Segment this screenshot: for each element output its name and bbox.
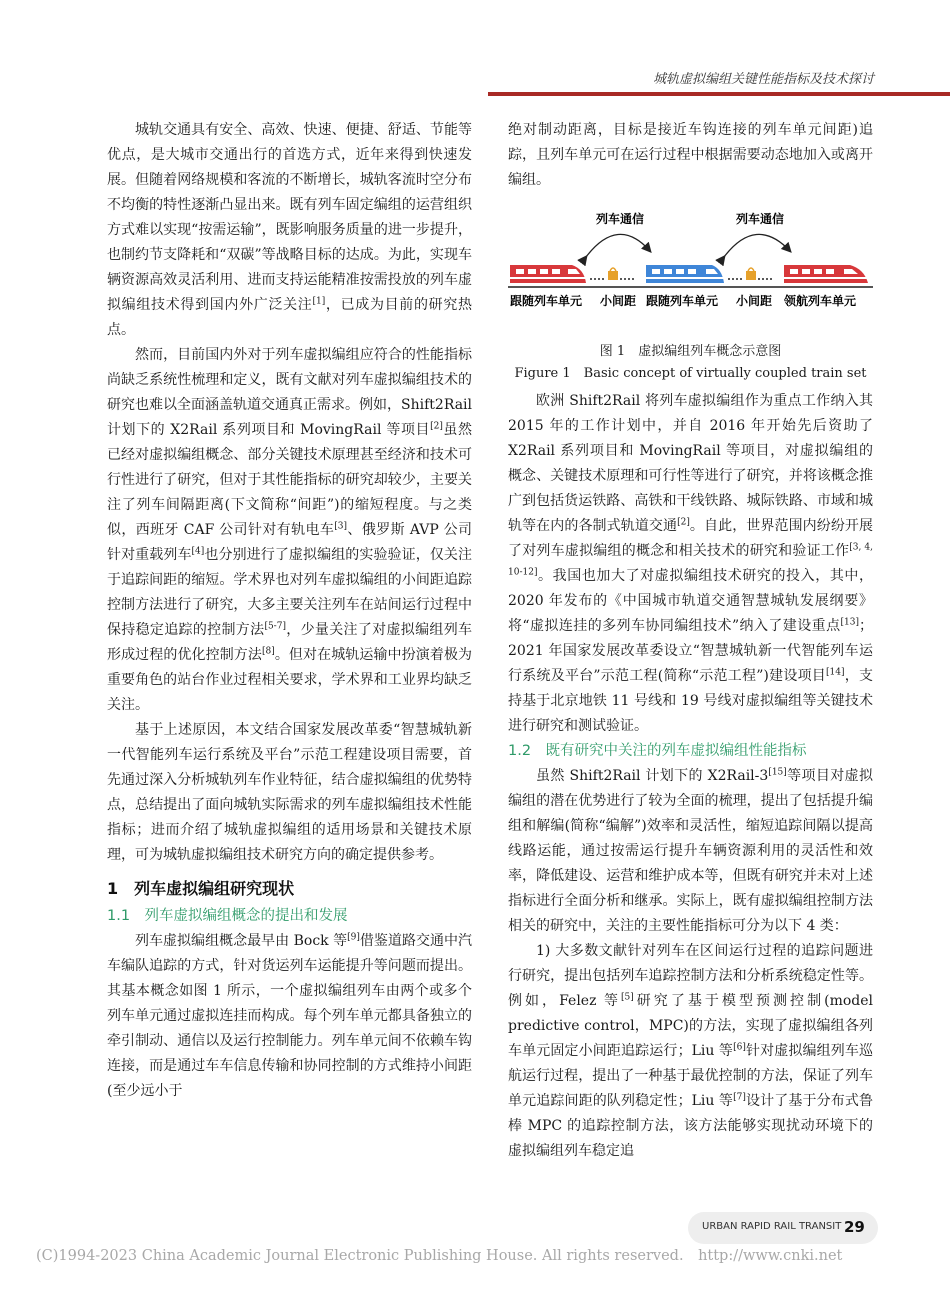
figure-1 [508, 195, 873, 343]
citation: [4] [191, 546, 205, 557]
citation: [14] [826, 667, 845, 678]
citation: [2] [430, 421, 443, 432]
citation: [5] [620, 992, 634, 1003]
shift2rail-paragraph: 欧洲 Shift2Rail 将列车虚拟编组作为重点工作纳入其 2015 年的工作计划中，并自 2016 年开始先后资助了 X2Rail 系列项目和 MovingRail 等项目，对虚拟编组的概念、关键技术原理和可行性等进行了研究，并将该概念推广到包括货运铁路、高铁和干线铁路、城际铁路、市域和城轨等在内的各制式轨道交通[2]。自此，世界范围内纷纷开展了对列车虚拟编组的概念和相关技术的研究和验证工作[3, 4, 10-12]。我国也加大了对虚拟编组技术研究的投入，其中，2020 年发布的《中国城市轨道交通智慧城轨发展纲要》将“虚拟连挂的多列车协同编组技术”纳入了建设重点[13]；2021 年国家发展改革委设立“智慧城轨新一代智能列车运行系统及平台”示范工程(简称“示范工程”)建设项目[14]，支持基于北京地铁 11 号线和 19 号线对虚拟编组等关键技术进行研究和测试验证。 [508, 393, 874, 734]
gap-label-2: 小间距 [736, 294, 773, 308]
citation: [5-7] [264, 621, 286, 632]
intro-paragraph-2: 然而，目前国内外对于列车虚拟编组应符合的性能指标尚缺乏系统性梳理和定义，既有文献对列车虚拟编组技术的研究也难以全面涵盖轨道交通真正需求。例如，Shift2Rail 计划下的 X2Rail 系列项目和 MovingRail 等项目[2]虽然已经对虚拟编组概念、部分关键技术原理甚至经济和技术可行性进行了研究，但对于其性能指标的研究却较少，主要关注了列车间隔距离(下文简称“间距”)的缩短程度。与之类似，西班牙 CAF 公司针对有轨电车[3]、俄罗斯 AVP 公司针对重载列车[4]也分别进行了虚拟编组的实验验证，仅关注于追踪间距的缩短。学术界也对列车虚拟编组的小间距追踪控制方法进行了研究，大多主要关注列车在站间运行过程中保持稳定追踪的控制方法[5-7]，少量关注了对虚拟编组列车形成过程的优化控制方法[8]。但对在城轨运输中扮演着极为重要角色的站台作业过程相关要求，学术界和工业界均缺乏关注。 [107, 347, 473, 713]
train-unit-follower-2 [646, 265, 724, 283]
citation: [7] [733, 1092, 746, 1103]
comm-arc-2 [724, 234, 790, 257]
page-number: 29 [844, 1218, 865, 1236]
citation: [6] [733, 1042, 746, 1053]
comm-label-2: 列车通信 [736, 212, 785, 226]
copyright-notice: (C)1994-2023 China Academic Journal Electronic Publishing House. All rights reserved. http://www.cnki.net [36, 1248, 843, 1264]
subsection-heading-1-1: 1.1 列车虚拟编组概念的提出和发展 [107, 908, 348, 924]
subsection-1-2-paragraph-1: 虽然 Shift2Rail 计划下的 X2Rail-3[15]等项目对虚拟编组的潜在优势进行了较为全面的梳理，提出了包括提升编组和解编(简称“编解”)效率和灵活性，缩短追踪间隔以提高线路运能，通过按需运行提升车辆资源利用的灵活性和效率，降低建设、运营和维护成本等，但既有研究并未对上述指标进行全面分析和继承。实际上，既有虚拟编组控制方法相关的研究中，关注的主要性能指标可分为以下 4 类： [508, 767, 874, 934]
intro-paragraph-3: 基于上述原因，本文结合国家发展改革委“智慧城轨新一代智能列车运行系统及平台”示范工程建设项目需要，首先通过深入分析城轨列车作业特征，结合虚拟编组的优势特点，总结提出了面向城轨实际需求的列车虚拟编组技术性能指标；进而介绍了城轨虚拟编组的适用场景和关键技术原理，可为城轨虚拟编组技术研究方向的确定提供参考。 [107, 722, 472, 863]
citation: [15] [768, 767, 787, 778]
running-title: 城轨虚拟编组关键性能指标及技术探讨 [652, 72, 874, 87]
citation: [8] [262, 646, 275, 657]
left-column [107, 118, 472, 1104]
gap-marker-1 [590, 268, 636, 280]
unit-label-1: 跟随列车单元 [510, 294, 583, 308]
continued-paragraph: 绝对制动距离，目标是接近车钩连接的列车单元间距)追踪，且列车单元可在运行过程中根据需要动态地加入或离开编组。 [508, 122, 873, 188]
unit-label-2: 跟随列车单元 [646, 294, 719, 308]
figure-caption-cn: 图 1 虚拟编组列车概念示意图 [599, 344, 782, 359]
train-unit-follower-1 [510, 265, 586, 283]
citation: [9] [347, 932, 360, 943]
journal-name: URBAN RAPID RAIL TRANSIT [702, 1221, 842, 1232]
gap-label-1: 小间距 [600, 294, 637, 308]
subsection-heading-1-2: 1.2 既有研究中关注的列车虚拟编组性能指标 [508, 743, 807, 759]
unit-label-3: 领航列车单元 [784, 294, 857, 308]
section-heading-1: 1 列车虚拟编组研究现状 [107, 879, 295, 898]
right-column [508, 118, 873, 1164]
comm-label-1: 列车通信 [596, 212, 645, 226]
header-accent-bar [488, 92, 950, 96]
subsection-1-2-paragraph-2: 1) 大多数文献针对列车在区间运行过程的追踪问题进行研究，提出包括列车追踪控制方法和分析系统稳定性等。例如，Felez 等[5]研究了基于模型预测控制(model predictive control，MPC)的方法，实现了虚拟编组各列车单元固定小间距追踪运行；Liu 等[6]针对虚拟编组列车巡航运行过程，提出了一种基于最优控制的方法，保证了列车单元追踪间距的队列稳定性；Liu 等[7]设计了基于分布式鲁棒 MPC 的追踪控制方法，该方法能够实现扰动环境下的虚拟编组列车稳定追 [508, 943, 874, 1159]
citation: [2] [677, 517, 690, 528]
citation: [1] [312, 296, 326, 307]
citation: [3] [334, 521, 348, 532]
comm-arc-1 [586, 234, 650, 257]
citation: [13] [840, 617, 859, 628]
virtual-coupling-diagram [508, 195, 873, 343]
gap-marker-2 [728, 268, 774, 280]
subsection-1-1-paragraph: 列车虚拟编组概念最早由 Bock 等[9]借鉴道路交通中汽车编队追踪的方式，针对货运列车运能提升等问题而提出。其基本概念如图 1 所示，一个虚拟编组列车由两个或多个列车单元通过虚拟连挂而构成。每个列车单元都具备独立的牵引制动、通信以及运行控制能力。列车单元间不依赖车钩连接，而是通过车车信息传输和协同控制的方式维持小间距(至少远小于 [107, 932, 472, 1099]
intro-paragraph-1: 城轨交通具有安全、高效、快速、便捷、舒适、节能等优点，是大城市交通出行的首选方式，近年来得到快速发展。但随着网络规模和客流的不断增长，城轨客流时空分布不均衡的特性逐渐凸显出来。既有列车固定编组的运营组织方式难以实现“按需运输”，既影响服务质量的进一步提升，也制约节支降耗和“双碳”等战略目标的达成。为此，实现车辆资源高效灵活利用、进而支持运能精准按需投放的列车虚拟编组技术得到国内外广泛关注[1]，已成为目前的研究热点。 [107, 122, 473, 338]
citation: [3, 4, 10-12] [508, 542, 873, 578]
figure-caption-en: Figure 1 Basic concept of virtually coupled train set [514, 366, 867, 381]
train-unit-leader [784, 265, 868, 283]
